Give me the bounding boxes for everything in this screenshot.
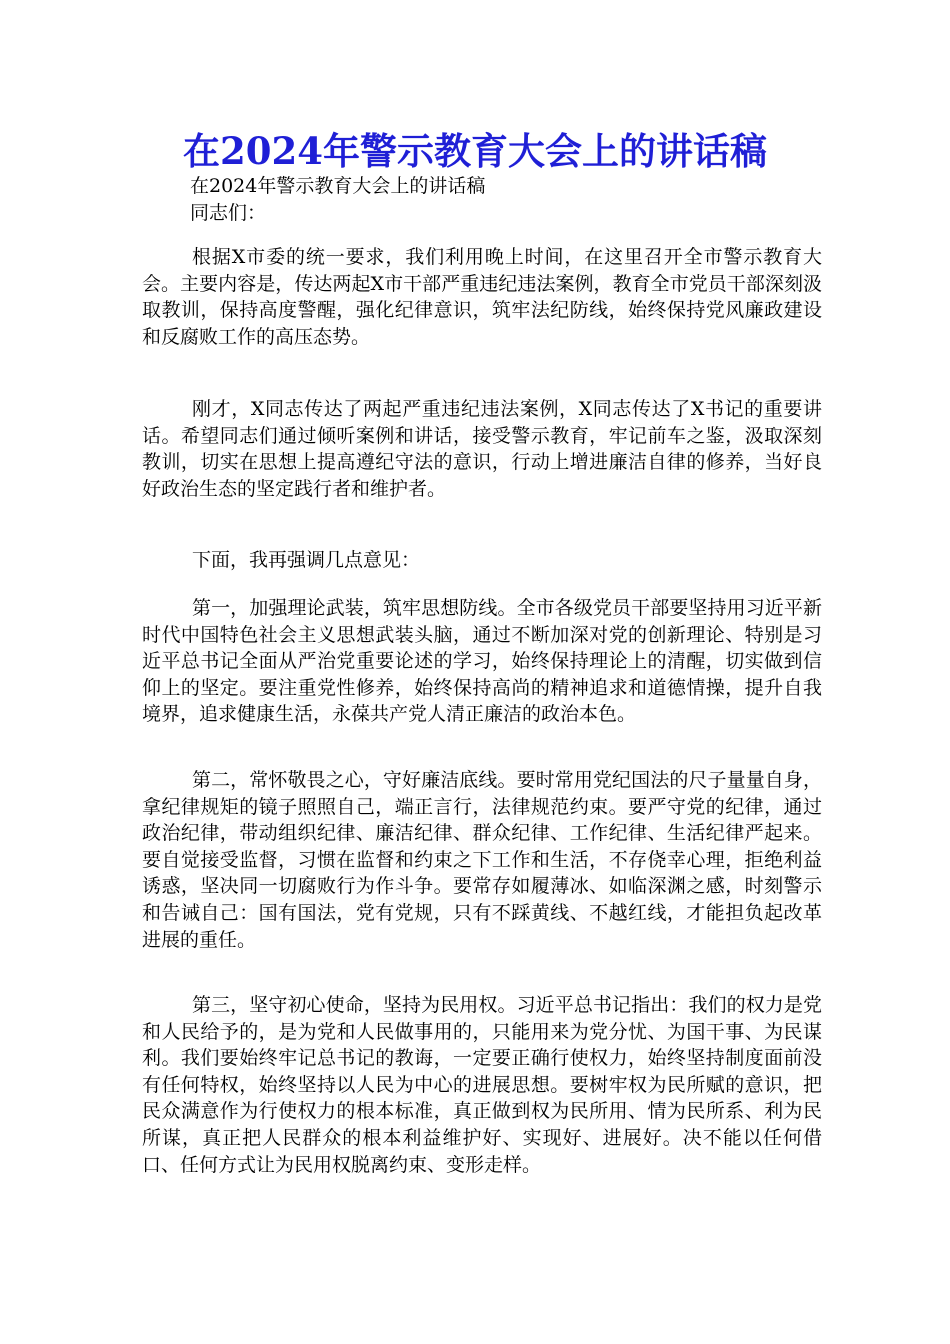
paragraph-cases-review: 刚才，X同志传达了两起严重违纪违法案例，X同志传达了X书记的重要讲话。希望同志们通过倾听案例和讲话，接受警示教育，牢记前车之鉴，汲取深刻教训，切实在思想上提高遵纪守法的意识，行动上增进廉洁自律的修养，当好良好政治生态的坚定践行者和维护者。: [142, 398, 822, 500]
document-subtitle: 在2024年警示教育大会上的讲话稿: [190, 175, 486, 197]
document-title: 在2024年警示教育大会上的讲话稿: [183, 129, 767, 173]
paragraph-intro: 根据X市委的统一要求，我们利用晚上时间，在这里召开全市警示教育大会。主要内容是，传达两起X市干部严重违纪违法案例，教育全市党员干部深刻汲取教训，保持高度警醒，强化纪律意识，筑牢法纪防线，始终保持党风廉政建设和反腐败工作的高压态势。: [142, 246, 822, 348]
paragraph-point-two: 第二，常怀敬畏之心，守好廉洁底线。要时常用党纪国法的尺子量量自身，拿纪律规矩的镜子照照自己，端正言行，法律规范约束。要严守党的纪律，通过政治纪律，带动组织纪律、廉洁纪律、群众纪律、工作纪律、生活纪律严起来。要自觉接受监督，习惯在监督和约束之下工作和生活，不存侥幸心理，拒绝利益诱惑，坚决同一切腐败行为作斗争。要常存如履薄冰、如临深渊之感，时刻警示和告诫自己：国有国法，党有党规，只有不踩黄线、不越红线，才能担负起改革进展的重任。: [142, 769, 822, 951]
paragraph-point-one: 第一，加强理论武装，筑牢思想防线。全市各级党员干部要坚持用习近平新时代中国特色社会主义思想武装头脑，通过不断加深对党的创新理论、特别是习近平总书记全面从严治党重要论述的学习，始终保持理论上的清醒，切实做到信仰上的坚定。要注重党性修养，始终保持高尚的精神追求和道德情操，提升自我境界，追求健康生活，永葆共产党人清正廉洁的政治本色。: [142, 597, 822, 726]
greeting-line: 同志们：: [190, 202, 267, 224]
paragraph-point-three: 第三，坚守初心使命，坚持为民用权。习近平总书记指出：我们的权力是党和人民给予的，是为党和人民做事用的，只能用来为党分忧、为国干事、为民谋利。我们要始终牢记总书记的教诲，一定要正确行使权力，始终坚持制度面前没有任何特权，始终坚持以人民为中心的进展思想。要树牢权为民所赋的意识，把民众满意作为行使权力的根本标准，真正做到权为民所用、情为民所系、利为民所谋，真正把人民群众的根本利益维护好、实现好、进展好。决不能以任何借口、任何方式让为民用权脱离约束、变形走样。: [142, 994, 822, 1176]
paragraph-transition: 下面，我再强调几点意见：: [192, 549, 421, 571]
